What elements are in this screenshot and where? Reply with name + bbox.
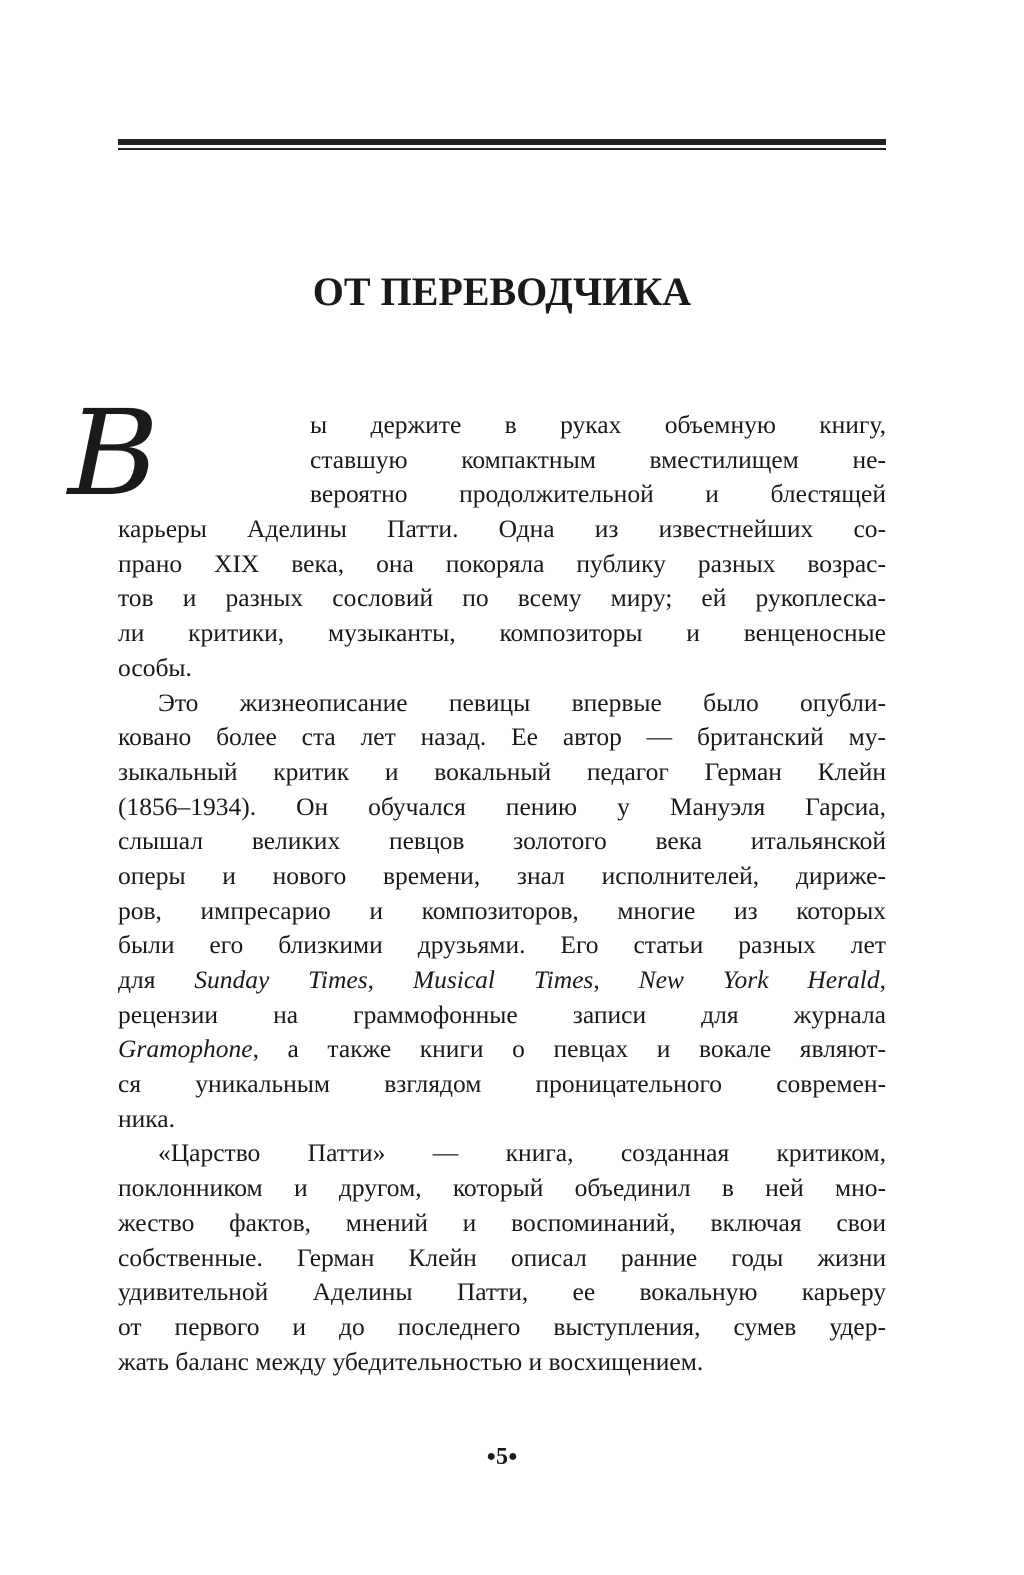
text-fragment: , bbox=[593, 965, 639, 994]
chapter-title: ОТ ПЕРЕВОДЧИКА bbox=[312, 269, 692, 314]
text-line: вероятно продолжительной и блестящей bbox=[310, 479, 886, 509]
text-fragment: для bbox=[118, 965, 195, 994]
drop-cap: В bbox=[67, 384, 159, 522]
text-line: удивительной Аделины Патти, ее вокальную карьеру bbox=[118, 1277, 886, 1307]
header-rule-thin bbox=[118, 148, 886, 150]
text-line: были его близкими друзьями. Его статьи разных лет bbox=[118, 930, 886, 960]
text-fragment: , bbox=[879, 965, 886, 994]
text-line: собственные. Герман Клейн описал ранние годы жизни bbox=[118, 1242, 886, 1272]
text-line: «Царство Патти» — книга, созданная критиком, bbox=[158, 1138, 886, 1168]
paragraph-3 bbox=[118, 1136, 886, 1379]
text-fragment: , bbox=[367, 965, 413, 994]
body-text bbox=[118, 408, 886, 1379]
text-line: ров, импресарио и композиторов, многие из которых bbox=[118, 895, 886, 925]
text-line: поклонником и другом, который объединил в ней мно- bbox=[118, 1173, 886, 1203]
text-line: тов и разных сословий по всему миру; ей рукоплеска- bbox=[118, 583, 886, 613]
header-rule-thick bbox=[118, 139, 886, 145]
text-line: ся уникальным взглядом проницательного современ- bbox=[118, 1069, 886, 1099]
bullet-icon: ● bbox=[508, 1448, 518, 1465]
page-number bbox=[118, 1444, 886, 1471]
page-number-value: 5 bbox=[496, 1444, 508, 1470]
text-line: жать баланс между убедительностью и восхищением. bbox=[118, 1346, 704, 1376]
text-line: оперы и нового времени, знал исполнителей, дириже- bbox=[118, 860, 886, 890]
text-line: Это жизнеописание певицы впервые было опубли- bbox=[158, 687, 886, 717]
text-line: зыкальный критик и вокальный педагог Герман Клейн bbox=[118, 756, 886, 786]
text-line: ы держите в руках объемную книгу, bbox=[310, 410, 886, 439]
text-line: карьеры Аделины Патти. Одна из известнейших со- bbox=[118, 514, 886, 544]
text-line-gramophone bbox=[118, 1032, 886, 1067]
text-line: особы. bbox=[118, 652, 192, 682]
paragraph-2 bbox=[118, 686, 886, 1137]
bullet-icon: ● bbox=[486, 1448, 496, 1465]
text-line: прано XIX века, она покоряла публику разных возрас- bbox=[118, 548, 886, 578]
text-line: слышал великих певцов золотого века итальянской bbox=[118, 826, 886, 856]
publication-title: Sunday Times bbox=[194, 965, 368, 994]
text-line: от первого и до последнего выступления, сумев удер- bbox=[118, 1311, 886, 1341]
text-line: рецензии на граммофонные записи для журнала bbox=[118, 999, 886, 1029]
text-line: жество фактов, мнений и воспоминаний, включая свои bbox=[118, 1207, 886, 1237]
publication-title: Gramophone bbox=[118, 1034, 253, 1064]
publication-title: Musical Times bbox=[412, 965, 594, 994]
text-line: ставшую компактным вместилищем не- bbox=[310, 444, 886, 474]
text-line: ника. bbox=[118, 1103, 175, 1133]
paragraph-1 bbox=[118, 408, 886, 686]
publication-title: New York Herald bbox=[638, 965, 880, 994]
text-line: ли критики, музыканты, композиторы и венценосные bbox=[118, 618, 886, 648]
text-line: ковано более ста лет назад. Ее автор — британский му- bbox=[118, 722, 886, 752]
text-fragment: , а также книги о певцах и вокале являют- bbox=[252, 1034, 886, 1064]
text-line-publications bbox=[118, 963, 886, 998]
text-line: (1856–1934). Он обучался пению у Мануэля Гарсиа, bbox=[118, 791, 886, 821]
